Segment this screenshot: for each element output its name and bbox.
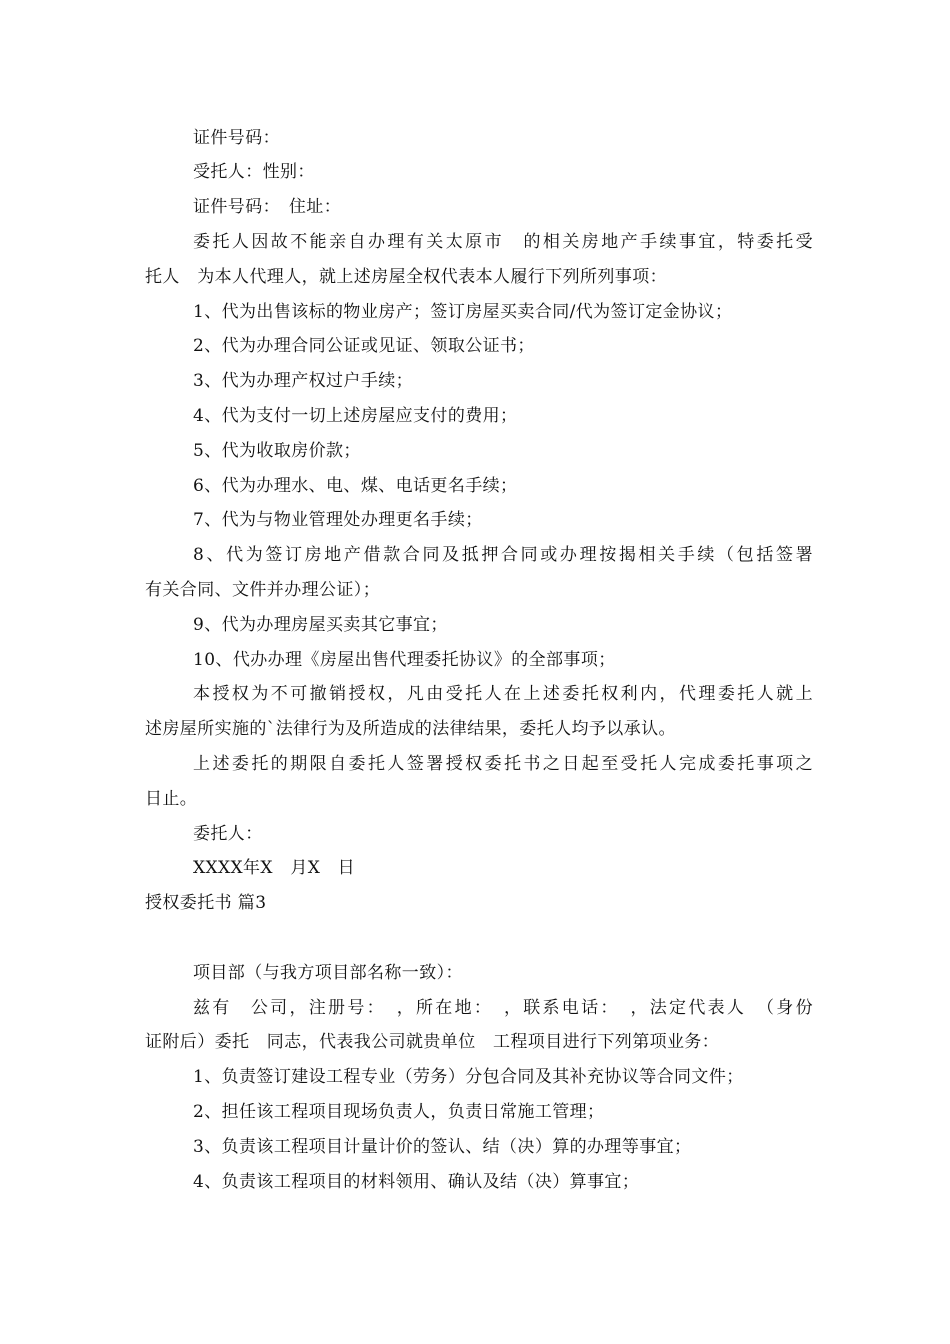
line-paragraph-3b: 日止。 <box>145 789 198 809</box>
line-item-4: 4、代为支付一切上述房屋应支付的费用； <box>193 406 518 426</box>
line-item-9: 9、代为办理房屋买卖其它事宜； <box>193 615 448 635</box>
line-item-5: 5、代为收取房价款； <box>193 441 361 461</box>
line-paragraph-2b: 述房屋所实施的`法律行为及所造成的法律结果，委托人均予以承认。 <box>145 719 676 739</box>
line-trustee-gender: 受托人：性别： <box>193 162 315 182</box>
line-duty-4: 4、负责该工程项目的材料领用、确认及结（决）算事宜； <box>193 1172 640 1192</box>
line-duty-2: 2、担任该工程项目现场负责人，负责日常施工管理； <box>193 1102 605 1122</box>
line-duty-1: 1、负责签订建设工程专业（劳务）分包合同及其补充协议等合同文件； <box>193 1067 744 1087</box>
line-item-8a: 8、代为签订房地产借款合同及抵押合同或办理按揭相关手续（包括签署 <box>193 545 813 565</box>
line-principal-signature: 委托人： <box>193 824 263 844</box>
line-item-10: 10、代办办理《房屋出售代理委托协议》的全部事项； <box>193 650 616 670</box>
line-paragraph-4b: 证附后）委托 同志，代表我公司就贵单位 工程项目进行下列第项业务： <box>145 1032 720 1052</box>
line-date: XXXX年X 月X 日 <box>193 858 356 878</box>
line-item-1: 1、代为出售该标的物业房产；签订房屋买卖合同/代为签订定金协议； <box>193 302 733 322</box>
line-id-address: 证件号码： 住址： <box>193 197 342 217</box>
line-item-6: 6、代为办理水、电、煤、电话更名手续； <box>193 476 518 496</box>
line-paragraph-4a: 兹有 公司，注册号： ，所在地： ，联系电话： ，法定代表人 （身份 <box>193 998 813 1018</box>
section-heading: 授权委托书 篇3 <box>145 893 267 913</box>
line-item-8b: 有关合同、文件并办理公证）； <box>145 580 381 600</box>
line-paragraph-3a: 上述委托的期限自委托人签署授权委托书之日起至受托人完成委托事项之 <box>193 754 813 774</box>
line-id-number: 证件号码： <box>193 128 280 148</box>
line-item-2: 2、代为办理合同公证或见证、领取公证书； <box>193 336 535 356</box>
line-addressee: 项目部（与我方项目部名称一致）： <box>193 963 463 983</box>
line-paragraph-1b: 托人 为本人代理人，就上述房屋全权代表本人履行下列所列事项： <box>145 267 667 287</box>
line-paragraph-1a: 委托人因故不能亲自办理有关太原市 的相关房地产手续事宜，特委托受 <box>193 232 813 252</box>
line-paragraph-2a: 本授权为不可撤销授权，凡由受托人在上述委托权利内，代理委托人就上 <box>193 684 813 704</box>
line-item-3: 3、代为办理产权过户手续； <box>193 371 414 391</box>
line-item-7: 7、代为与物业管理处办理更名手续； <box>193 510 483 530</box>
line-duty-3: 3、负责该工程项目计量计价的签认、结（决）算的办理等事宜； <box>193 1137 692 1157</box>
